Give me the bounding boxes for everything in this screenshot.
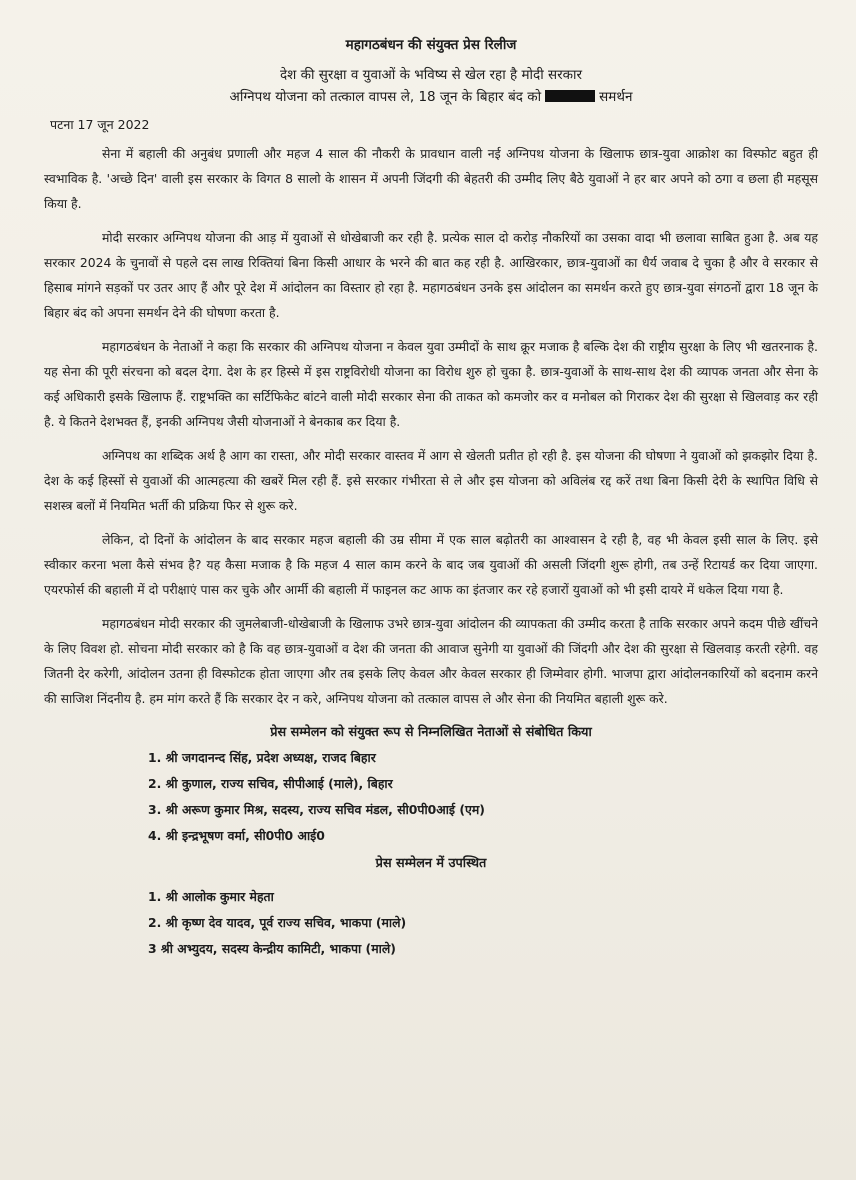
speaker-item: 2. श्री कुणाल, राज्य सचिव, सीपीआई (माले), बिहार <box>148 776 393 791</box>
paragraph-5: लेकिन, दो दिनों के आंदोलन के बाद सरकार महज बहाली की उम्र सीमा में एक साल बढ़ोतरी का आश्वासन दे रही है, वह भी केवल इसी साल के लिए. इसे स्वीकार करना भला कैसे संभव है? यह कैसा मजाक है कि महज 4 साल काम करने के बाद जब युवाओं की असली जिंदगी शुरू होगी, तब उन्हें रिटायर्ड कर दिया जाएगा. एयरफोर्स की बहाली में दो परीक्षाएं पास कर चुके और आर्मी की बहाली में फाइनल कट आफ का इंतजार कर रहे हजारों युवाओं को भी इसी दायरे में धकेल दिया गया है. <box>44 532 819 597</box>
dateline: पटना 17 जून 2022 <box>50 117 150 132</box>
subtitle-2-end: समर्थन <box>599 89 633 105</box>
speaker-item: 3. श्री अरूण कुमार मिश्र, सदस्य, राज्य सचिव मंडल, सी0पी0आई (एम) <box>148 802 485 817</box>
speakers-list <box>148 745 818 849</box>
redaction-mark <box>545 90 595 102</box>
subtitle-2-text: अग्निपथ योजना को तत्काल वापस ले, 18 जून के बिहार बंद को <box>229 89 542 105</box>
attendees-heading: प्रेस सम्मेलन में उपस्थित <box>375 856 487 871</box>
speaker-item: 4. श्री इन्द्रभूषण वर्मा, सी0पी0 आई0 <box>148 828 325 843</box>
paragraph-4: अग्निपथ का शब्दिक अर्थ है आग का रास्ता, और मोदी सरकार वास्तव में आग से खेलती प्रतीत हो रही है. इस योजना की घोषणा ने युवाओं को झकझोर दिया है. देश के कई हिस्सों से युवाओं की आत्महत्या की खबरें मिल रही हैं. इसे सरकार गंभीरता से ले और इस योजना को अविलंब रद्द करें तथा बिना किसी देरी के स्थापित विधि से सशस्त्र बलों में नियमित भर्ती की प्रक्रिया फिर से शुरू करे. <box>44 448 818 513</box>
paragraph-2: मोदी सरकार अग्निपथ योजना की आड़ में युवाओं से धोखेबाजी कर रही है. प्रत्येक साल दो करोड़ नौकरियों का उसका वादा भी छलावा साबित हुआ है. अब यह सरकार 2024 के चुनावों से पहले दस लाख रिक्तियां बिना किसी आधार के भरने की बात कह रही है. आखिरकार, छात्र-युवाओं का धैर्य जवाब दे चुका है और वे सरकार से हिसाब मांगने सड़कों पर उतर आए हैं और पूरे देश में आंदोलन का विस्तार हो रहा है. महागठबंधन उनके इस आंदोलन का समर्थन करते हुए छात्र-युवा संगठनों द्वारा 18 जून के बिहार बंद को अपना समर्थन देने की घोषणा करता है. <box>44 230 818 320</box>
attendees-list <box>148 884 818 962</box>
paragraph-3: महागठबंधन के नेताओं ने कहा कि सरकार की अग्निपथ योजना न केवल युवा उम्मीदों के साथ क्रूर मजाक है बल्कि देश की राष्ट्रीय सुरक्षा के लिए भी खतरनाक है. यह सेना की पूरी संरचना को बदल देगा. देश के हर हिस्से में इस राष्ट्रविरोधी योजना का विरोध शुरु हो चुका है. छात्र-युवाओं के साथ-साथ देश की व्यापक जनता और सेना के कई अधिकारी इसके खिलाफ हैं. राष्ट्रभक्ति का सर्टिफिकेट बांटने वाली मोदी सरकार सेना की ताकत को कमजोर कर व मनोबल को गिराकर देश की सुरक्षा से खिलवाड़ कर रही है. ये कितने देशभक्त हैं, इनकी अग्निपथ जैसी योजनाओं ने बेनकाब कर दिया है. <box>44 339 818 429</box>
speaker-item: 1. श्री जगदानन्द सिंह, प्रदेश अध्यक्ष, राजद बिहार <box>148 750 376 765</box>
paragraph-1: सेना में बहाली की अनुबंध प्रणाली और महज 4 साल की नौकरी के प्रावधान वाली नई अग्निपथ योजना के खिलाफ छात्र-युवा आक्रोश का विस्फोट बहुत ही स्वभाविक है. 'अच्छे दिन' वाली इस सरकार के विगत 8 सालो के शासन में अपनी जिंदगी की बेहतरी की उम्मीद लिए बैठे युवाओं ने हर बार अपने को ठगा व छला ही महसूस किया है. <box>44 146 818 211</box>
document-title: महागठबंधन की संयुक्त प्रेस रिलीज <box>345 37 517 53</box>
attendee-item: 3 श्री अभ्युदय, सदस्य केन्द्रीय कामिटी, भाकपा (माले) <box>148 941 396 956</box>
paragraph-6: महागठबंधन मोदी सरकार की जुमलेबाजी-धोखेबाजी के खिलाफ उभरे छात्र-युवा आंदोलन की व्यापकता की उम्मीद करता है ताकि सरकार अपने कदम पीछे खींचने के लिए विवश हो. सोचना मोदी सरकार को है कि वह छात्र-युवाओं व देश की जनता की आवाज सुनेगी या युवाओं की जिंदगी और देश की सुरक्षा से खिलवाड़ करती रहेगी. वह जितनी देर करेगी, आंदोलन उतना ही विस्फोटक होता जाएगा और तब इसके लिए केवल और केवल सरकार ही जिम्मेवार होगी. भाजपा द्वारा आंदोलनकारियों को बदनाम करने की साजिश निंदनीय है. हम मांग करते हैं कि सरकार देर न करे, अग्निपथ योजना को तत्काल वापस ले और सेना की नियमित बहाली शुरू करे. <box>44 616 818 706</box>
document-subtitle-1: देश की सुरक्षा व युवाओं के भविष्य से खेल रहा है मोदी सरकार <box>279 67 583 83</box>
attendee-item: 1. श्री आलोक कुमार मेहता <box>148 889 274 904</box>
document-subtitle-2 <box>44 86 818 108</box>
press-conference-heading: प्रेस सम्मेलन को संयुक्त रूप से निम्नलिखित नेताओं से संबोधित किया <box>270 725 592 740</box>
attendee-item: 2. श्री कृष्ण देव यादव, पूर्व राज्य सचिव, भाकपा (माले) <box>148 915 407 930</box>
